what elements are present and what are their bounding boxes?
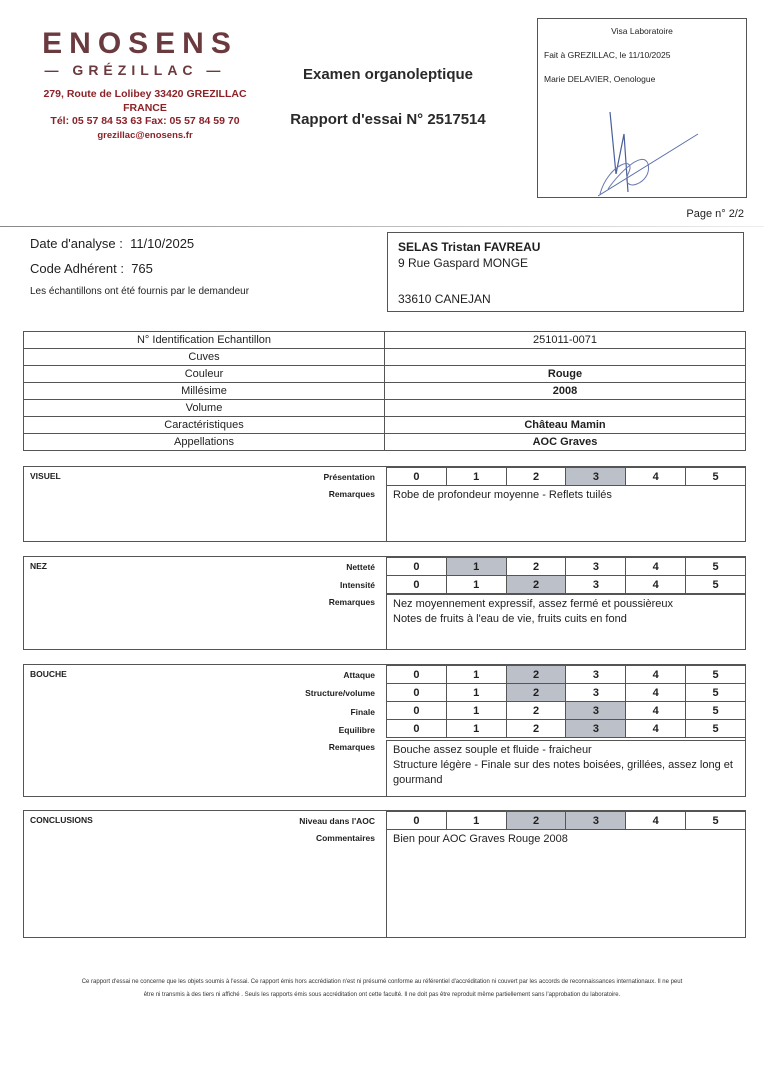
company-email: grezillac@enosens.fr [97, 129, 193, 141]
score-cell: 1 [446, 666, 506, 684]
criterion-structure-volume: Structure/volume [305, 688, 375, 698]
score-cell: 1 [446, 720, 506, 738]
criterion-niveau-aoc: Niveau dans l'AOC [299, 816, 375, 826]
score-grid [386, 557, 746, 594]
score-cell: 5 [686, 812, 746, 830]
score-cell: 3 [566, 702, 626, 720]
sample-note: Les échantillons ont été fournis par le demandeur [30, 286, 250, 297]
score-cell: 2 [506, 558, 566, 576]
member-code-value: 765 [131, 261, 153, 276]
section-conclusions [23, 810, 746, 938]
identification-label: Millésime [24, 383, 385, 400]
visa-place-date: Fait à GREZILLAC, le 11/10/2025 [544, 50, 671, 60]
identification-value: 251011-0071 [385, 332, 746, 349]
logo-wordmark: ENOSENS [42, 27, 238, 60]
comments-label: Commentaires [315, 833, 375, 843]
score-cell: 3 [566, 666, 626, 684]
identification-row [24, 366, 746, 383]
score-cell: 5 [686, 684, 746, 702]
identification-value: 2008 [385, 383, 746, 400]
identification-row [24, 417, 746, 434]
section-bouche [23, 664, 746, 797]
score-cell: 4 [626, 666, 686, 684]
identification-label: N° Identification Echantillon [24, 332, 385, 349]
identification-value: Rouge [385, 366, 746, 383]
identification-value [385, 400, 746, 417]
document-titles [268, 66, 508, 128]
remarks-text [386, 485, 745, 541]
score-cell: 5 [686, 666, 746, 684]
score-table [386, 811, 746, 830]
company-logo [30, 28, 240, 78]
score-table [386, 665, 746, 738]
identification-row [24, 332, 746, 349]
sample-identification-table [23, 331, 746, 451]
report-number: Rapport d'essai N° 2517514 [290, 111, 486, 128]
score-cell: 0 [387, 720, 447, 738]
section-nez [23, 556, 746, 650]
comments-text [386, 829, 745, 937]
remark-line: Robe de profondeur moyenne - Reflets tuilés [393, 489, 612, 501]
score-cell: 5 [686, 468, 746, 486]
score-cell: 1 [446, 576, 506, 594]
score-cell: 2 [506, 812, 566, 830]
score-row [387, 684, 746, 702]
section-label: BOUCHE [30, 669, 67, 679]
score-cell: 4 [626, 702, 686, 720]
score-row [387, 720, 746, 738]
score-row [387, 468, 746, 486]
score-table [386, 557, 746, 594]
remarks-text [386, 594, 745, 649]
score-cell: 0 [387, 558, 447, 576]
score-cell: 4 [626, 576, 686, 594]
company-address: 279, Route de Lolibey 33420 GREZILLAC [43, 88, 247, 100]
analysis-date-label: Date d'analyse : [30, 236, 123, 251]
disclaimer-line-2: être ni transmis à des tiers ni affiché . Seuls les rapports émis sous accréditation ont cette faculté. Il ne doit pas être reproduit même partiellement sans l'approbation du laboratoire. [143, 992, 621, 998]
analysis-info [30, 236, 249, 307]
score-cell: 4 [626, 468, 686, 486]
criterion-equilibre: Equilibre [338, 725, 375, 735]
score-cell: 4 [626, 558, 686, 576]
header-divider [0, 226, 764, 227]
client-city: 33610 CANEJAN [398, 292, 491, 306]
remark-line: Nez moyennement expressif, assez fermé et poussièreux [393, 598, 674, 610]
page-number: Page n° 2/2 [686, 208, 744, 220]
score-cell: 1 [446, 558, 506, 576]
section-visuel [23, 466, 746, 542]
criterion-intensite: Intensité [340, 580, 375, 590]
company-phone-fax: Tél: 05 57 84 53 63 Fax: 05 57 84 59 70 [50, 115, 240, 127]
identification-value [385, 349, 746, 366]
score-cell: 1 [446, 684, 506, 702]
remarks-label: Remarques [328, 489, 375, 499]
score-cell: 0 [387, 702, 447, 720]
section-label: CONCLUSIONS [30, 815, 93, 825]
document-title: Examen organoleptique [302, 66, 474, 83]
score-cell: 1 [446, 812, 506, 830]
remark-line: Structure légère - Finale sur des notes boisées, grillées, assez long et gourmand [393, 759, 733, 786]
signature-icon [598, 104, 708, 199]
score-grid [386, 665, 746, 738]
visa-title: Visa Laboratoire [611, 26, 673, 36]
identification-label: Volume [24, 400, 385, 417]
score-cell: 5 [686, 702, 746, 720]
client-name: SELAS Tristan FAVREAU [398, 240, 541, 254]
score-row [387, 666, 746, 684]
score-cell: 1 [446, 468, 506, 486]
score-grid [386, 811, 746, 830]
score-cell: 3 [566, 576, 626, 594]
score-row [387, 576, 746, 594]
score-cell: 1 [446, 702, 506, 720]
identification-label: Couleur [24, 366, 385, 383]
legal-disclaimer [20, 976, 744, 1002]
analysis-date-value: 11/10/2025 [130, 236, 195, 251]
score-cell: 0 [387, 812, 447, 830]
score-row [387, 558, 746, 576]
logo-subtitle: — GRÉZILLAC — [44, 62, 226, 78]
score-cell: 2 [506, 702, 566, 720]
criterion-nettete: Netteté [346, 562, 375, 572]
remark-line: Bien pour AOC Graves Rouge 2008 [393, 833, 568, 845]
client-address-box [387, 232, 744, 312]
score-cell: 0 [387, 666, 447, 684]
score-table [386, 467, 746, 486]
identification-label: Cuves [24, 349, 385, 366]
remarks-text [386, 740, 745, 796]
score-cell: 3 [566, 720, 626, 738]
score-cell: 5 [686, 720, 746, 738]
identification-row [24, 383, 746, 400]
score-cell: 2 [506, 576, 566, 594]
score-cell: 2 [506, 468, 566, 486]
section-label: VISUEL [30, 471, 61, 481]
criterion-attaque: Attaque [343, 670, 375, 680]
score-cell: 4 [626, 812, 686, 830]
score-cell: 3 [566, 468, 626, 486]
score-row [387, 702, 746, 720]
score-cell: 4 [626, 720, 686, 738]
visa-signatory: Marie DELAVIER, Oenologue [544, 74, 656, 84]
section-label: NEZ [30, 561, 47, 571]
score-cell: 5 [686, 558, 746, 576]
score-cell: 5 [686, 576, 746, 594]
score-cell: 2 [506, 666, 566, 684]
remark-line: Bouche assez souple et fluide - fraicheur [393, 744, 592, 756]
identification-row [24, 400, 746, 417]
disclaimer-line-1: Ce rapport d'essai ne concerne que les objets soumis à l'essai. Ce rapport émis hors accrédiation n'est ni présumé conforme au référentiel d'accréditation ni couvert par les accords de reconnaissances internationaux. Il ne peut [81, 979, 683, 985]
score-cell: 4 [626, 684, 686, 702]
score-cell: 2 [506, 720, 566, 738]
analysis-date [30, 236, 249, 251]
score-cell: 3 [566, 558, 626, 576]
identification-label: Appellations [24, 434, 385, 451]
score-cell: 0 [387, 684, 447, 702]
identification-row [24, 349, 746, 366]
company-country: FRANCE [123, 101, 167, 114]
identification-label: Caractéristiques [24, 417, 385, 434]
criterion-finale: Finale [350, 707, 375, 717]
score-cell: 0 [387, 576, 447, 594]
score-cell: 2 [506, 684, 566, 702]
lab-visa-box [537, 18, 747, 198]
score-cell: 3 [566, 812, 626, 830]
remark-line: Notes de fruits à l'eau de vie, fruits cuits en fond [393, 613, 627, 625]
member-code-label: Code Adhérent : [30, 261, 124, 276]
score-cell: 0 [387, 468, 447, 486]
score-cell: 3 [566, 684, 626, 702]
client-street: 9 Rue Gaspard MONGE [398, 256, 529, 270]
identification-value: Château Mamin [385, 417, 746, 434]
remarks-label: Remarques [328, 742, 375, 752]
identification-row [24, 434, 746, 451]
identification-value: AOC Graves [385, 434, 746, 451]
remarks-label: Remarques [328, 597, 375, 607]
score-grid [386, 467, 746, 486]
criterion-presentation: Présentation [323, 472, 375, 482]
member-code [30, 261, 249, 276]
score-row [387, 812, 746, 830]
company-address-block [20, 88, 270, 142]
